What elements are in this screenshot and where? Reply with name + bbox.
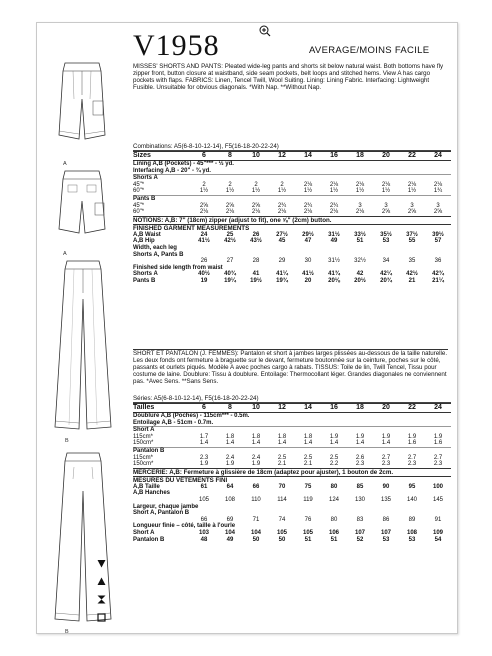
largeur-heading: Largeur, chaque jambe — [133, 503, 199, 510]
yardage-chart-french — [133, 395, 451, 543]
description-french: SHORT ET PANTALON (J. FEMMES): Pantalon et short à jambes larges plissées au-dessous de la taille naturelle. Les deux fonds ont fermeture à braguette sur le devant, fermeture boutonnée sur la ceinture, poches sur le côté, passants et ourlets piqués. Modèle A avec poches cargo à rabats. TISSUS: Toile de lin, Twill Tencel, Tissu pour costume de laine. Doublure: Tissu à doublure. Entoilage: Thermocollant léger. Grandes diagonales ne conviennent pas. *Avec Sens. **Sans Sens. — [133, 349, 448, 394]
table-row: 60"* 2⅛ 2⅛ 2⅛ 2⅛ 2⅛ 2⅛ 2⅛ 2⅝ 2⅝ 2⅝ — [133, 209, 443, 216]
doublure-row: Doublure A,B (Poches) - 115cm*** - 0.5m. — [133, 413, 250, 419]
table-row: 45"* 2 2 2 2 2⅛ 2⅛ 2⅛ 2⅛ 2⅛ 2⅛ — [133, 181, 443, 188]
width-heading: Width, each leg — [133, 244, 177, 251]
table-row: 26 27 28 29 30 31½ 32½ 34 35 36 — [200, 258, 442, 265]
pattern-envelope-back — [36, 22, 458, 634]
finished-measurements-table — [133, 232, 451, 285]
zoom-in-icon[interactable] — [259, 25, 271, 37]
table-row: Short A 103 104 104 105 105 106 107 107 108 109 — [133, 529, 443, 536]
sketch-label: B — [65, 629, 69, 634]
shorts-a-front-sketch — [41, 59, 123, 159]
care-symbols — [97, 555, 109, 627]
finished-measurements-heading: FINISHED GARMENT MEASUREMENTS — [133, 224, 451, 232]
table-row: Pantalon B 48 49 50 50 51 51 52 53 53 54 — [133, 536, 442, 543]
tailles-row: Tailles 6 8 10 12 14 16 18 20 22 24 — [133, 404, 451, 413]
size-combinations: Combinations: A5(6-8-10-12-14), F5(16-18-20-22-24) — [133, 143, 451, 151]
hourglass-icon — [97, 595, 106, 604]
pants-b-back-sketch — [41, 451, 123, 627]
table-row: A,B Taille 61 64 66 70 75 80 85 90 95 100 — [133, 483, 443, 490]
description-english: MISSES' SHORTS AND PANTS: Pleated wide-leg pants and shorts sit below natural waist. Both bottoms have fly zipper front, button closure at waistband, side seam pockets, belt loops and stitched hems. View A has cargo pockets with flaps. FABRICS: Linen, Tencel Twill, Wool Suiting. Lining: Lining Fabric. Interfacing: Lightweight Fusible. Unsuitable for obvious diagonals. *With Nap. **Without Nap. — [133, 63, 444, 91]
pants-b-heading: Pants B — [133, 195, 451, 202]
sketch-label: B — [65, 438, 69, 444]
square-icon — [97, 613, 106, 622]
shorts-a-heading: Shorts A — [133, 175, 451, 182]
table-row: 105 108 110 114 119 124 130 135 140 145 — [198, 496, 443, 503]
interfacing-row: Interfacing A,B - 20" - ¾ yd. — [133, 167, 211, 174]
width-subheading: Shorts A, Pants B — [133, 251, 184, 258]
lining-row: Lining A,B (Pockets) - 45"*** - ½ yd. — [133, 161, 234, 167]
table-row: 150cm* 1.4 1.4 1.4 1.4 1.4 1.4 1.4 1.4 1.6 1.6 — [133, 440, 443, 447]
table-row: 66 69 71 74 76 80 83 86 89 91 — [200, 516, 442, 523]
shorts-a-back-sketch — [41, 169, 123, 249]
pantalon-b-heading: Pantalon B — [133, 447, 451, 454]
table-row: A,B Waist 24 25 26 27½ 29½ 31½ 33½ 35½ 37½ 39½ — [133, 231, 444, 238]
table-row: 60"* 1½ 1½ 1½ 1½ 1½ 1½ 1½ 1½ 1½ 1¾ — [133, 188, 443, 195]
table-row: 115cm* 2.3 2.4 2.4 2.5 2.5 2.5 2.6 2.7 2.7 2.7 — [133, 454, 443, 461]
table-row: 45"* 2⅝ 2⅝ 2⅝ 2¾ 2¾ 2¾ 3 3 3 3 — [133, 202, 440, 209]
sketch-label: A — [63, 251, 67, 257]
mesures-heading: MESURES DU VÊTEMENTS FINI — [133, 476, 451, 484]
triangle-up-icon — [97, 577, 106, 586]
yardage-table — [133, 151, 451, 216]
triangle-down-icon — [97, 559, 106, 568]
sketch-label: A — [63, 161, 67, 167]
hanches-heading: A,B Hanches — [133, 490, 171, 497]
table-row: Shorts A 40½ 40¾ 41 41¼ 41½ 41¾ 42 42¼ 42½ 42¾ — [133, 271, 444, 278]
yardage-chart-english — [133, 143, 451, 285]
size-combinations-fr: Séries: A5(6-8-10-12-14), F5(16-18-20-22-24) — [133, 395, 451, 403]
length-heading: Finished side length from waist — [133, 264, 223, 271]
difficulty-level: AVERAGE/MOINS FACILE — [309, 45, 430, 56]
pattern-number: V1958 — [133, 29, 220, 62]
table-row: 150cm* 1.9 1.9 1.9 2.1 2.1 2.2 2.3 2.3 2.3 2.3 — [133, 461, 443, 468]
table-row: A,B Hip 41½ 42½ 43½ 45 47 49 51 53 55 57 — [133, 238, 442, 245]
short-a-heading: Short A — [133, 427, 451, 434]
table-row: 115cm* 1.7 1.8 1.8 1.8 1.8 1.9 1.9 1.9 1.9 1.9 — [133, 433, 443, 440]
mesures-table — [133, 484, 451, 543]
longueur-heading: Longueur finie – côté, taille à l'ourle — [133, 523, 236, 530]
entoilage-row: Entoilage A,B - 51cm - 0.7m. — [133, 419, 214, 426]
largeur-subheading: Short A, Pantalon B — [133, 510, 190, 517]
mercerie: MERCERIE: A,B: Fermeture à glissière de 18cm (adaptez pour ajuster), 1 bouton de 2cm. — [133, 468, 451, 476]
table-row: Pants B 19 19¼ 19½ 19¾ 20 20⅛ 20½ 20¾ 21 21¼ — [133, 277, 444, 284]
pants-b-front-sketch — [41, 259, 123, 435]
metrage-table — [133, 403, 451, 468]
sizes-row: Sizes 6 8 10 12 14 16 18 20 22 24 — [133, 152, 451, 161]
notions: NOTIONS: A,B: 7" (18cm) zipper (adjust to fit), one ⅝" (2cm) button. — [133, 216, 451, 224]
